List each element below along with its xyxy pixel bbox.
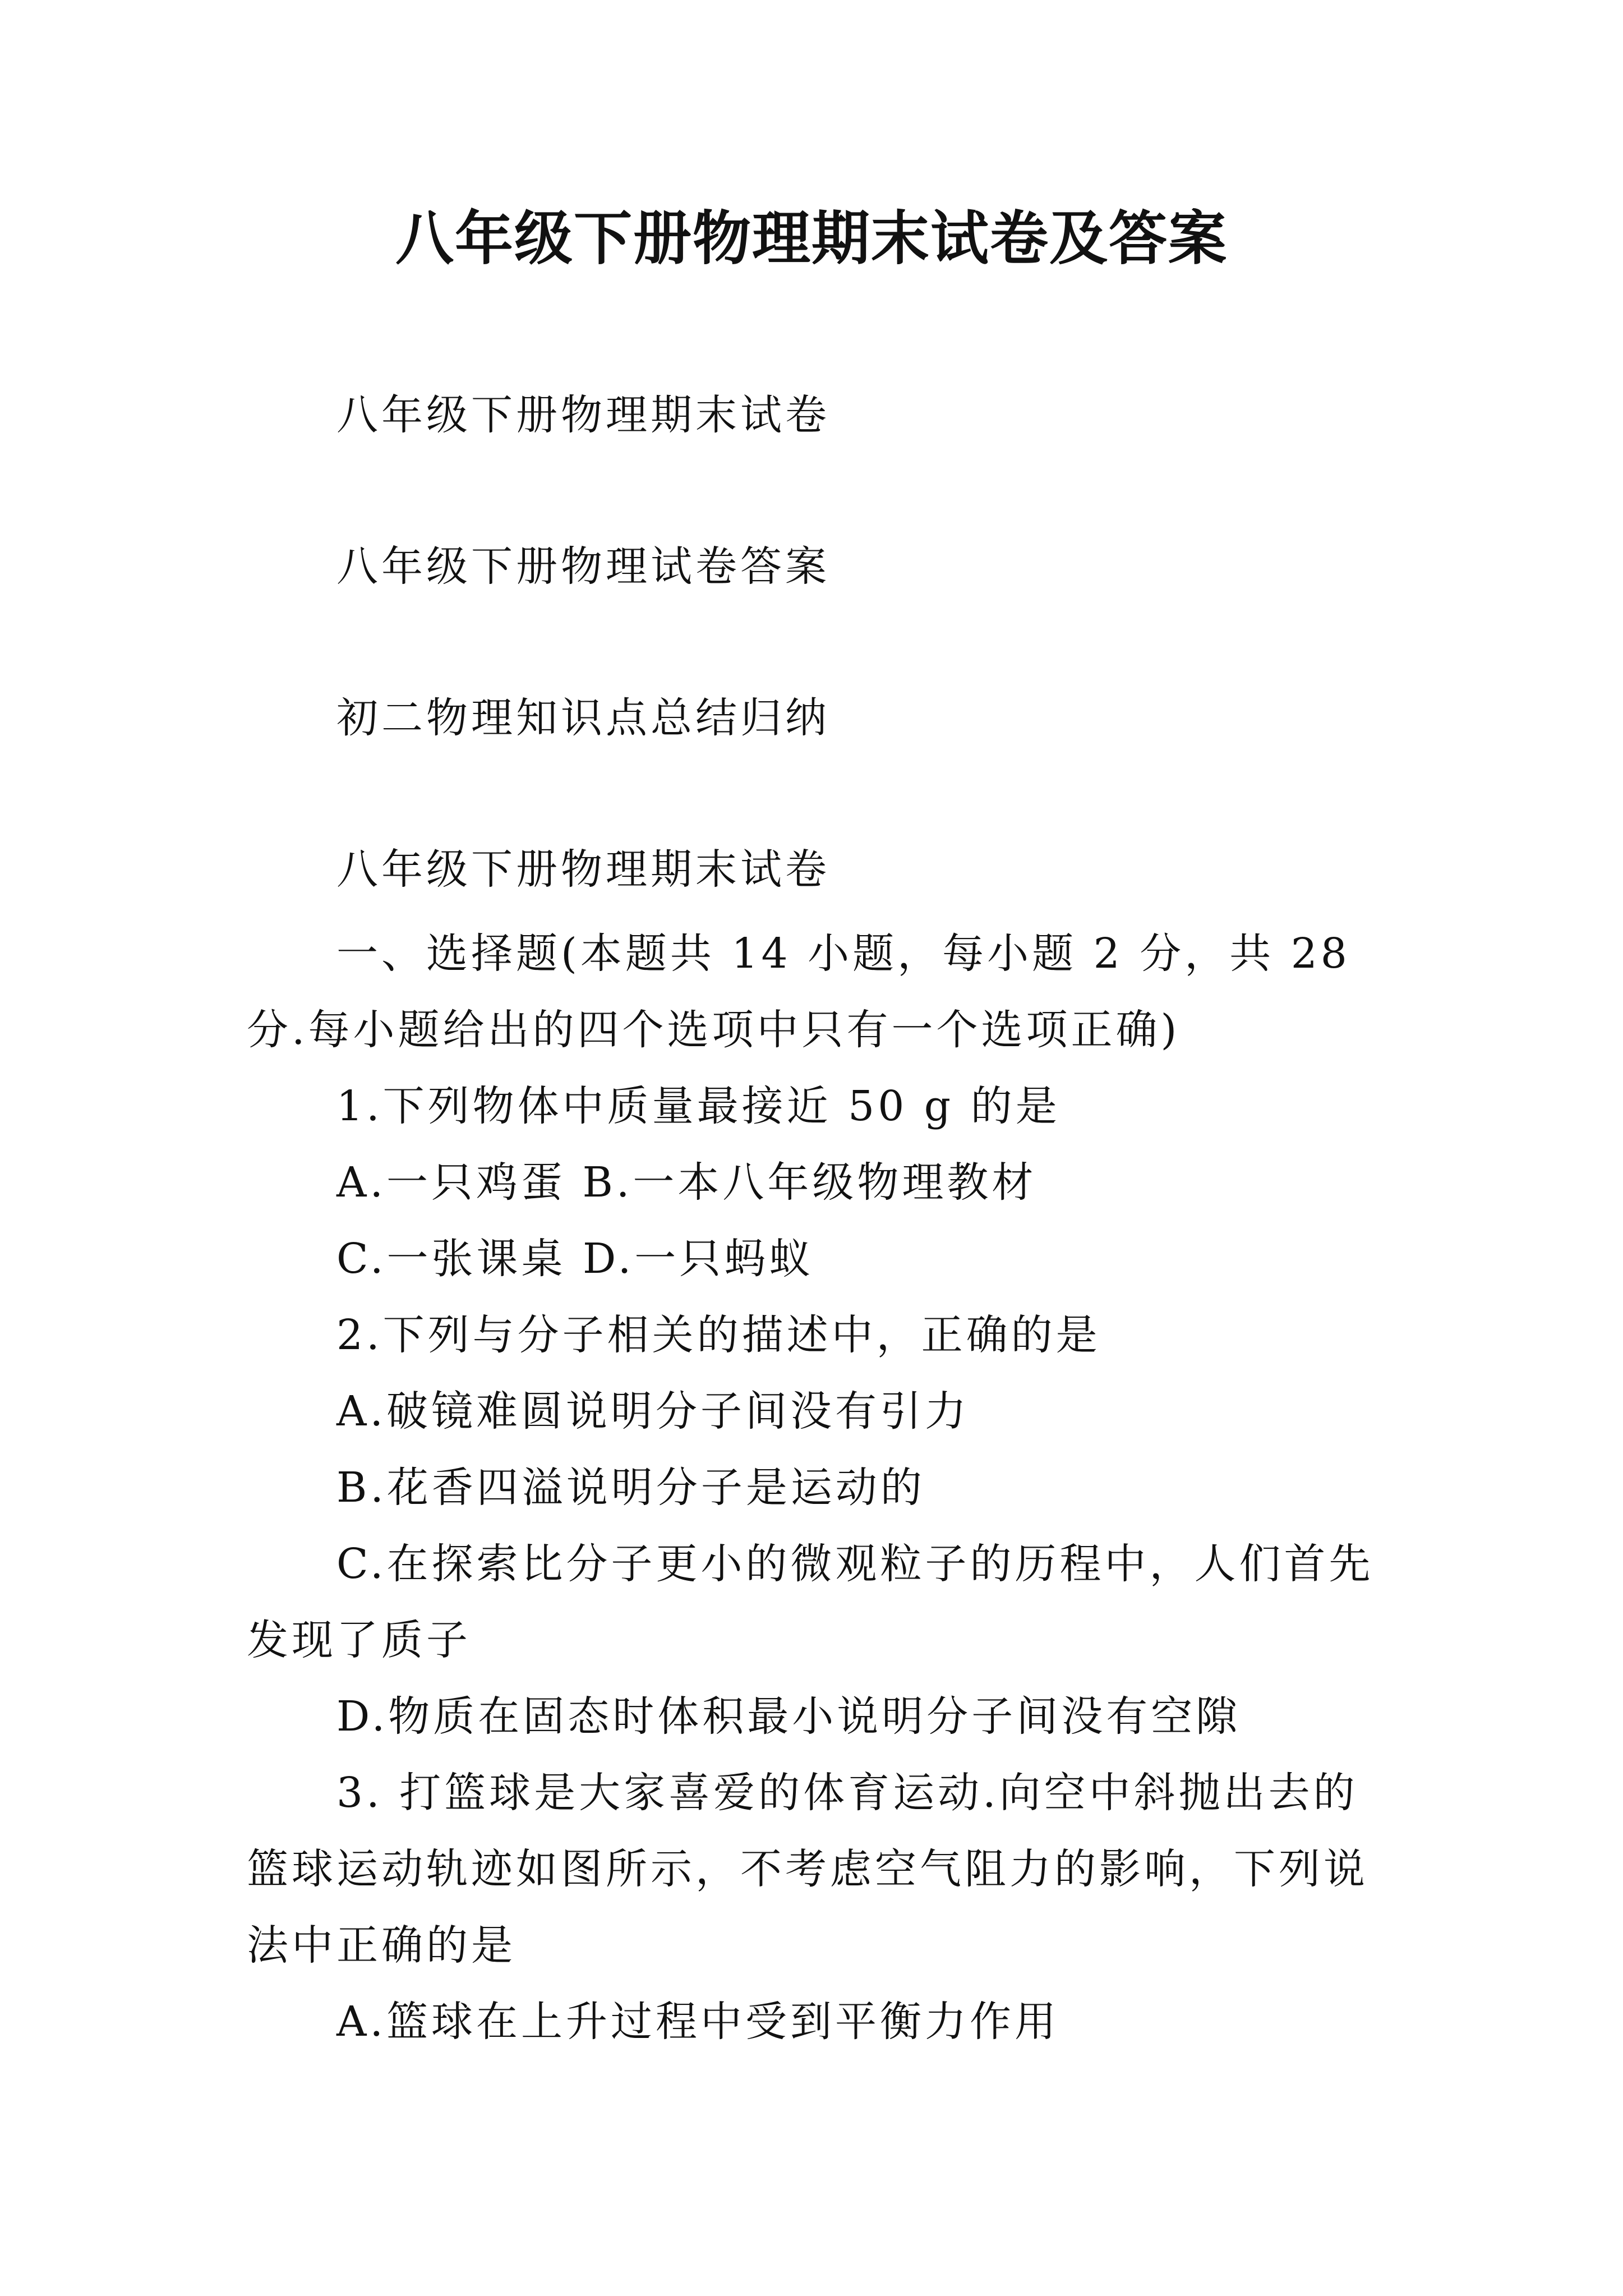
toc-item-answers: 八年级下册物理试卷答案 [336, 542, 830, 591]
question-1-options-cd: C.一张课桌 D.一只蚂蚁 [336, 1235, 814, 1283]
document-title: 八年级下册物理期末试卷及答案 [395, 204, 1228, 273]
question-2-stem: 2.下列与分子相关的描述中，正确的是 [336, 1311, 1101, 1359]
question-3-stem: 3. 打篮球是大家喜爱的体育运动.向空中斜抛出去的篮球运动轨迹如图所示，不考虑空气阻力的影响，下列说法中正确的是 [247, 1769, 1368, 1970]
question-2-option-a: A.破镜难圆说明分子间没有引力 [336, 1387, 970, 1435]
section-heading: 八年级下册物理期末试卷 [336, 845, 830, 894]
question-2-option-c: C.在探索比分子更小的微观粒子的历程中，人们首先发现了质子 [247, 1540, 1374, 1664]
question-2-option-b: B.花香四溢说明分子是运动的 [336, 1464, 925, 1512]
question-2-option-d: D.物质在固态时体积最小说明分子间没有空隙 [336, 1692, 1241, 1741]
question-3-option-a: A.篮球在上升过程中受到平衡力作用 [336, 1998, 1059, 2046]
question-1-options-ab: A.一只鸡蛋 B.一本八年级物理教材 [336, 1158, 1037, 1207]
toc-item-exam: 八年级下册物理期末试卷 [336, 391, 830, 439]
instructions-paragraph: 一、选择题(本题共 14 小题，每小题 2 分，共 28 分.每小题给出的四个选项中只有一个选项正确) [247, 930, 1350, 1054]
toc-item-knowledge-summary: 初二物理知识点总结归纳 [336, 694, 830, 742]
question-1-stem: 1.下列物体中质量最接近 50 g 的是 [336, 1082, 1061, 1130]
